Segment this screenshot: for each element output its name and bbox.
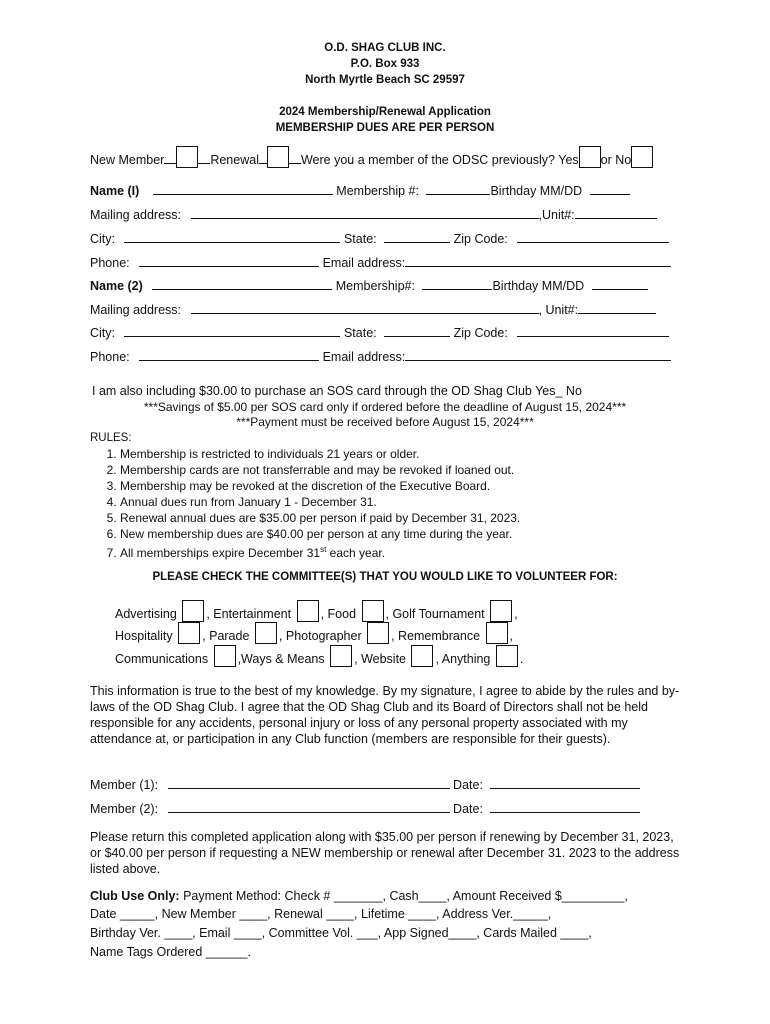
member2-state-label: State: bbox=[343, 326, 377, 340]
member2-mailing-row bbox=[90, 300, 656, 317]
rule-item: 6. New membership dues are $40.00 per person at any time during the year. bbox=[120, 526, 520, 542]
member2-zip-label: Zip Code: bbox=[453, 326, 508, 340]
member1-membership-field[interactable] bbox=[426, 181, 490, 195]
po-box: P.O. Box 933 bbox=[350, 58, 420, 70]
rule-item: 4. Annual dues run from January 1 - December 31. bbox=[120, 494, 520, 510]
hospitality-label: Hospitality bbox=[115, 629, 173, 643]
member2-phone-row bbox=[90, 347, 671, 364]
sos-savings: ***Savings of $5.00 per SOS card only if ordered before the deadline of August 15, 2024*** bbox=[143, 400, 627, 414]
member2-city-field[interactable] bbox=[124, 323, 340, 337]
member2-name-row bbox=[90, 276, 648, 293]
website-checkbox[interactable] bbox=[411, 645, 433, 667]
club-use-line-3: Birthday Ver. ____, Email ____, Committee Vol. ___, App Signed____, Cards Mailed ____, bbox=[90, 926, 592, 940]
rule-item: 1. Membership is restricted to individuals 21 years or older. bbox=[120, 446, 520, 462]
parade-checkbox[interactable] bbox=[255, 622, 277, 644]
rules-section bbox=[90, 430, 520, 561]
new-member-checkbox[interactable] bbox=[176, 146, 198, 168]
member1-membership-label: Membership #: bbox=[336, 184, 419, 198]
rules-heading: RULES: bbox=[90, 432, 132, 444]
member2-name-label: Name (2) bbox=[90, 279, 143, 293]
club-use-label: Club Use Only: bbox=[90, 889, 180, 903]
member2-membership-field[interactable] bbox=[422, 276, 492, 290]
member2-city-label: City: bbox=[90, 326, 115, 340]
entertainment-checkbox[interactable] bbox=[297, 600, 319, 622]
member2-signature-row bbox=[90, 799, 640, 816]
member2-membership-label: Membership#: bbox=[335, 279, 415, 293]
previous-member-question: Were you a member of the ODSC previously? Yes bbox=[300, 153, 579, 167]
food-label: , Food bbox=[320, 607, 357, 621]
member2-signature-label: Member (2): bbox=[90, 802, 159, 816]
new-member-label: New Member bbox=[90, 153, 165, 167]
sos-deadline: ***Payment must be received before August 15, 2024*** bbox=[236, 415, 534, 429]
member1-state-field[interactable] bbox=[384, 229, 450, 243]
member1-phone-field[interactable] bbox=[139, 253, 319, 267]
member2-phone-label: Phone: bbox=[90, 350, 130, 364]
member2-birthday-label: Birthday MM/DD bbox=[492, 279, 585, 293]
ways-means-label: ,Ways & Means bbox=[237, 652, 325, 666]
volunteer-row-2: Hospitality , Parade , Photographer , Remembrance , bbox=[115, 622, 513, 644]
advertising-label: Advertising bbox=[115, 607, 177, 621]
member2-mailing-label: Mailing address: bbox=[90, 303, 182, 317]
form-subtitle: MEMBERSHIP DUES ARE PER PERSON bbox=[275, 122, 495, 134]
photographer-checkbox[interactable] bbox=[367, 622, 389, 644]
volunteer-row-1: Advertising , Entertainment , Food , Golf Tournament , bbox=[115, 600, 518, 622]
status-row bbox=[90, 146, 653, 168]
member1-city-label: City: bbox=[90, 232, 115, 246]
club-use-payment: Payment Method: Check # _______, Cash____, Amount Received $_________, bbox=[179, 889, 628, 903]
communications-label: Communications bbox=[115, 652, 209, 666]
entertainment-label: , Entertainment bbox=[206, 607, 292, 621]
golf-label: , Golf Tournament bbox=[385, 607, 485, 621]
member2-date-label: Date: bbox=[453, 802, 483, 816]
member1-mailing-row bbox=[90, 205, 657, 222]
org-city: North Myrtle Beach SC 29597 bbox=[305, 74, 465, 86]
member2-mailing-field[interactable] bbox=[191, 300, 539, 314]
remembrance-checkbox[interactable] bbox=[486, 622, 508, 644]
hospitality-checkbox[interactable] bbox=[178, 622, 200, 644]
renewal-checkbox[interactable] bbox=[267, 146, 289, 168]
volunteer-row-3: Communications ,Ways & Means , Website , Anything . bbox=[115, 645, 523, 667]
member2-email-label: Email address: bbox=[322, 350, 406, 364]
previous-yes-checkbox[interactable] bbox=[579, 146, 601, 168]
volunteer-heading: PLEASE CHECK THE COMMITTEE(S) THAT YOU WOULD LIKE TO VOLUNTEER FOR: bbox=[152, 571, 618, 583]
member1-phone-label: Phone: bbox=[90, 256, 130, 270]
member2-birthday-field[interactable] bbox=[592, 276, 648, 290]
member2-phone-field[interactable] bbox=[139, 347, 319, 361]
member2-unit-field[interactable] bbox=[578, 300, 656, 314]
golf-checkbox[interactable] bbox=[490, 600, 512, 622]
food-checkbox[interactable] bbox=[362, 600, 384, 622]
member1-zip-label: Zip Code: bbox=[453, 232, 508, 246]
member1-zip-field[interactable] bbox=[517, 229, 669, 243]
club-use-line-4: Name Tags Ordered ______. bbox=[90, 945, 251, 959]
member2-unit-label: , Unit#: bbox=[538, 303, 579, 317]
member1-date-label: Date: bbox=[453, 778, 483, 792]
member2-name-field[interactable] bbox=[152, 276, 332, 290]
member1-name-field[interactable] bbox=[153, 181, 333, 195]
communications-checkbox[interactable] bbox=[214, 645, 236, 667]
member1-name-row bbox=[90, 181, 630, 198]
member1-birthday-label: Birthday MM/DD bbox=[490, 184, 583, 198]
ways-means-checkbox[interactable] bbox=[330, 645, 352, 667]
previous-no-checkbox[interactable] bbox=[631, 146, 653, 168]
member1-email-label: Email address: bbox=[322, 256, 406, 270]
rule-item: 5. Renewal annual dues are $35.00 per person if paid by December 31, 2023. bbox=[120, 510, 520, 526]
member1-signature-label: Member (1): bbox=[90, 778, 159, 792]
member1-mailing-field[interactable] bbox=[191, 205, 539, 219]
member2-email-field[interactable] bbox=[405, 347, 671, 361]
member1-date-field[interactable] bbox=[490, 775, 640, 789]
member1-signature-field[interactable] bbox=[168, 775, 450, 789]
anything-label: , Anything bbox=[435, 652, 491, 666]
member1-unit-label: ,Unit#: bbox=[538, 208, 575, 222]
rule-item: 7. All memberships expire December 31st each year. bbox=[120, 542, 520, 561]
agreement-text: This information is true to the best of my knowledge. By my signature, I agree to abide by the rules and by-laws of the OD Shag Club. I agree that the OD Shag Club and its Board of Directors shall not be held responsible for any accidents, personal injury or loss of any personal property associated with my attendance at, or participation in any Club function (members are responsible for their guests). bbox=[90, 684, 680, 746]
member1-state-label: State: bbox=[343, 232, 377, 246]
club-use-line-1 bbox=[90, 889, 628, 903]
member2-date-field[interactable] bbox=[490, 799, 640, 813]
member2-signature-field[interactable] bbox=[168, 799, 450, 813]
photographer-label: , Photographer bbox=[278, 629, 362, 643]
member2-zip-field[interactable] bbox=[517, 323, 669, 337]
website-label: , Website bbox=[354, 652, 406, 666]
or-no-label: or No bbox=[600, 153, 632, 167]
member1-city-field[interactable] bbox=[124, 229, 340, 243]
form-title: 2024 Membership/Renewal Application bbox=[279, 106, 491, 118]
member1-email-field[interactable] bbox=[405, 253, 671, 267]
member2-city-row bbox=[90, 323, 669, 340]
renewal-label: Renewal bbox=[210, 153, 259, 167]
anything-checkbox[interactable] bbox=[496, 645, 518, 667]
member1-unit-field[interactable] bbox=[575, 205, 657, 219]
parade-label: , Parade bbox=[202, 629, 250, 643]
advertising-checkbox[interactable] bbox=[182, 600, 204, 622]
return-note: Please return this completed application along with $35.00 per person if renewing by December 31, 2023, or $40.00 per person if requesting a NEW membership or renewal after December 31. 2023 to the address listed above. bbox=[90, 830, 680, 876]
member1-name-label: Name (I) bbox=[90, 184, 140, 198]
member1-signature-row bbox=[90, 775, 640, 792]
member2-state-field[interactable] bbox=[384, 323, 450, 337]
member1-mailing-label: Mailing address: bbox=[90, 208, 182, 222]
remembrance-label: , Remembrance bbox=[391, 629, 481, 643]
member1-birthday-field[interactable] bbox=[590, 181, 630, 195]
club-use-line-2: Date _____, New Member ____, Renewal ____, Lifetime ____, Address Ver._____, bbox=[90, 907, 552, 921]
org-name: O.D. SHAG CLUB INC. bbox=[324, 42, 446, 54]
rule-item: 2. Membership cards are not transferrable and may be revoked if loaned out. bbox=[120, 462, 520, 478]
rule-item: 3. Membership may be revoked at the discretion of the Executive Board. bbox=[120, 478, 520, 494]
member1-city-row bbox=[90, 229, 669, 246]
sos-offer: I am also including $30.00 to purchase an SOS card through the OD Shag Club Yes_ No bbox=[92, 384, 582, 398]
member1-phone-row bbox=[90, 253, 671, 270]
